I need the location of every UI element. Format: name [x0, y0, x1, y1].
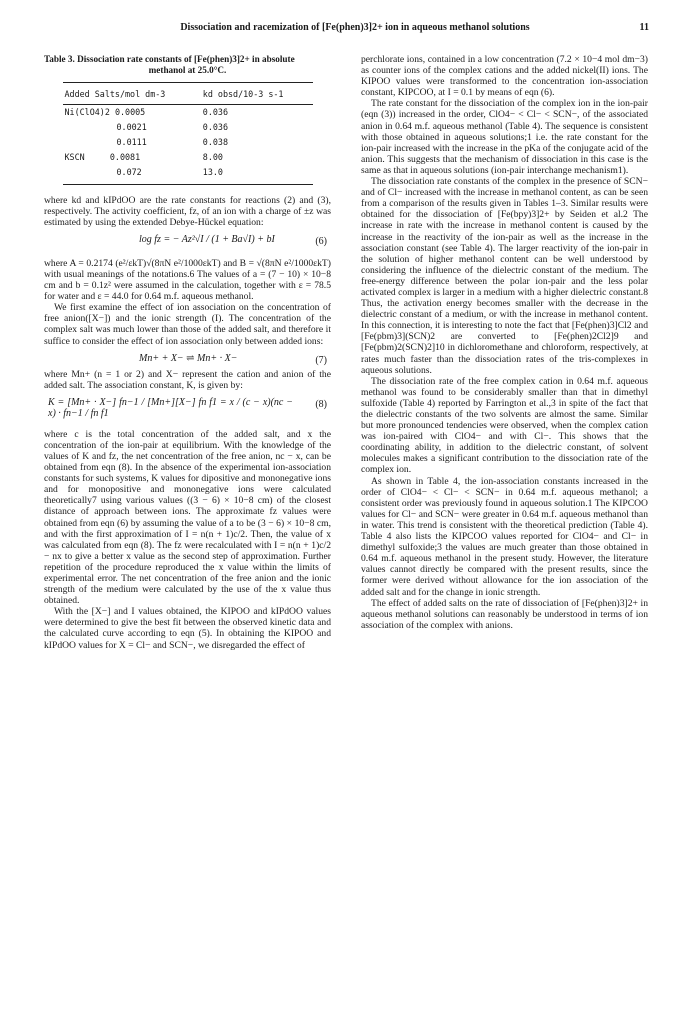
paragraph: perchlorate ions, contained in a low concentration (7.2 × 10−4 mol dm−3) as counter ions of the complex cations and the added nickel(II) ions. The KIPOO values were transformed to the concentration ion-association constant, KIPCOO, at I = 0.1 by means of eqn (6).: [361, 54, 648, 99]
equation-number: (6): [315, 235, 327, 247]
equation-6: [44, 228, 331, 258]
table-row: [63, 150, 313, 165]
right-column: [361, 54, 648, 631]
table-cell-salt: Ni(ClO4)2 0.0005: [64, 107, 146, 118]
table-row: [63, 120, 313, 135]
left-column: [44, 54, 331, 651]
paragraph: The dissociation rate of the free complex cation in 0.64 m.f. aqueous methanol was found to be considerably smaller than that in dimethyl sulfoxide (Table 4) reported by Farrington et al.,3 in spite of the fact that the dielectric constants of the two solvents are almost the same. Similar but more pronounced tendencies were observed, when the complex cation was ion-paired with ClO4− and with Cl−. This shows that the coordinating ability, in addition to the dielectric constant, of solvent molecules makes a significant contribution to the dissociation rate of the complex ion.: [361, 375, 648, 476]
equation-body: K = [Mn+ · X−] fn−1 / [Mn+][X−] fn f1 = x / (c − x)(nc − x) · fn−1 / fn f1: [48, 396, 293, 419]
paragraph: With the [X−] and I values obtained, the KIPOO and kIPdOO values were determined to give the best fit between the observed kinetic data and the calculated curve according to eqn (5). In obtaining the KIPOO and kIPdOO values for X = Cl− and SCN−, we disregarded the effect of: [44, 606, 331, 651]
table-cell-salt: 0.072: [63, 165, 201, 184]
paragraph: where A = 0.2174 (e²/εkT)√(8πN e²/1000εkT) and B = √(8πN e²/1000εkT) with usual meanings of the notations.6 The values of a = (7 − 10) × 10−8 cm and b = 0.1z² were assumed in the calculation, together with ε = 78.5 for water and ε = 44.0 for 0.64 m.f. aqueous methanol.: [44, 257, 331, 303]
table-cell-salt: KSCN 0.0081: [64, 152, 141, 163]
page-number: 11: [639, 22, 649, 33]
paragraph: The dissociation rate constants of the complex in the presence of SCN− and of Cl− increased with the increase in methanol content, as can be seen from a comparison of the results given in Tables 1–3. Similar results were obtained for the dissociation of [Fe(bpy)3]2+ by Seiden et al.2 The increase in rate with the increase in methanol content is caused by the increase in the reactivity of the ion-pair as well as the increase in the association constant (see Table 4). The larger reactivity of the ion-pair in the solution of higher methanol content can be well understood by considering the influence of the dielectric constant of the medium. The free-energy difference between the polar ion-pair and the less polar activated complex is larger in a medium with a higher dielectric constant.8 Thus, the activation energy becomes smaller with the decrease in the dielectric constant of a medium, or with the increase in methanol content. In this connection, it is interesting to note the fact that [Fe(phen)3]Cl2 and [Fe(pbm)3](SCN)2 are converted to [Fe(phen)2Cl2]9 and [Fe(pbm)2(SCN)2]10 in dichloromethane and chloroform, respectively, at rates much faster than the dissociation rates of the tris-complexes in aqueous solutions.: [361, 176, 648, 376]
paragraph: where Mn+ (n = 1 or 2) and X− represent the cation and anion of the added salt. The association constant, K, is given by:: [44, 368, 331, 391]
table-caption-line1: Table 3. Dissociation rate constants of [Fe(phen)3]2+ in absolute: [44, 54, 295, 64]
table-cell-salt: 0.0111: [116, 137, 147, 148]
equation-number: (8): [315, 398, 327, 410]
paragraph: The effect of added salts on the rate of dissociation of [Fe(phen)3]2+ in aqueous methanol solutions can reasonably be understood in terms of ion association of the complex with anions.: [361, 597, 648, 631]
table-cell-rate: 0.036: [202, 107, 228, 118]
table-header-salts: Added Salts/mol dm-3: [63, 83, 201, 105]
paragraph: where c is the total concentration of the added salt, and x the concentration of the ion-pair at equilibrium. With the knowledge of the values of K and fz, the net concentration of the free anion, nc − x, can be obtained from eqn (8). In the absence of the experimental ion-association constants for such systems, K values for dipositive and mononegative ions and for monopositive and mononegative ions were calculated theoretically7 using various values ((3 − 6) × 10−8 cm) of the closest distance of approach between ions. The approximate fz values were obtained from eqn (6) by assuming the value of a to be (3 − 6) × 10−8 cm, and with the first approximation of I = n(n + 1)c/2. Then, the value of x was calculated from eqn (8). The fz were recalculated with I = n(n + 1)c/2 − nx to give a better x value as the second step of approximation. Further repetition of the procedure reproduced the x value within the limits of experimental error. The net concentration of the free anion and the ionic strength of the medium were calculated by the use of the x value thus obtained.: [44, 428, 331, 607]
equation-number: (7): [315, 354, 327, 366]
equation-body: Mn+ + X− ⇌ Mn+ · X−: [139, 352, 238, 364]
table-caption-line2: methanol at 25.0°C.: [148, 65, 227, 75]
paragraph: where kd and kIPdOO are the rate constants for reactions (2) and (3), respectively. The activity coefficient, fz, of an ion with a charge of ±z was estimated by using the extended Debye-Hückel equation:: [44, 194, 331, 228]
table-row: [63, 105, 313, 121]
equation-body: log fz = − Az²√I / (1 + Ba√I) + bI: [139, 233, 275, 245]
paragraph: As shown in Table 4, the ion-association constants increased in the order of ClO4− < Cl− < SCN− in 0.64 m.f. aqueous methanol; a consistent order was previously found in aqueous solution.1 The KIPCOO values for Cl− and SCN− were greater in 0.64 m.f. aqueous methanol than in water. This trend is consistent with the theoretical prediction (Table 4). Table 4 also lists the KIPCOO values reported for ClO4− and Cl− in dimethyl sulfoxide;3 the values are much greater than those obtained in 0.64 m.f. aqueous methanol in the present study. However, the literature values cannot directly be compared with the present results, since the former were derived without allowance for the ion association of the added salt and for the change in ionic strength.: [361, 475, 648, 598]
table-header-rate: kd obsd/10-3 s-1: [201, 83, 313, 105]
paragraph: The rate constant for the dissociation of the complex ion in the ion-pair (eqn (3)) increased in the order, ClO4− < Cl− < SCN−, of the associated anion in 0.64 m.f. aqueous methanol (Table 4). The sequence is consistent with those obtained in aqueous solutions;1 i.e. the rate constant for the ion-pair increased with the increase in the pKa of the conjugate acid of the anion. This suggests that the mechanism of dissociation in this case is the same as that in aqueous solutions (ion-pair interchange mechanism1).: [361, 98, 648, 176]
table-row: [63, 135, 313, 150]
equation-8: [44, 391, 331, 429]
table-row: [63, 165, 313, 184]
paragraph: We first examine the effect of ion association on the concentration of free anion([X−]) and the ionic strength (I). The concentration of the complex salt was much lower than those of the added salt, and therefore it suffice to consider the effect of ion association only between added ions:: [44, 302, 331, 347]
data-table: [63, 82, 313, 185]
running-title: Dissociation and racemization of [Fe(phen)3]2+ ion in aqueous methanol solutions: [180, 22, 530, 33]
equation-7: [44, 347, 331, 369]
table-cell-rate: 0.036: [202, 122, 228, 133]
table-caption: [44, 54, 331, 76]
table-cell-salt: 0.0021: [116, 122, 147, 133]
table-cell-rate: 13.0: [201, 165, 313, 184]
table-cell-rate: 0.038: [202, 137, 228, 148]
table-cell-rate: 8.00: [202, 152, 223, 163]
